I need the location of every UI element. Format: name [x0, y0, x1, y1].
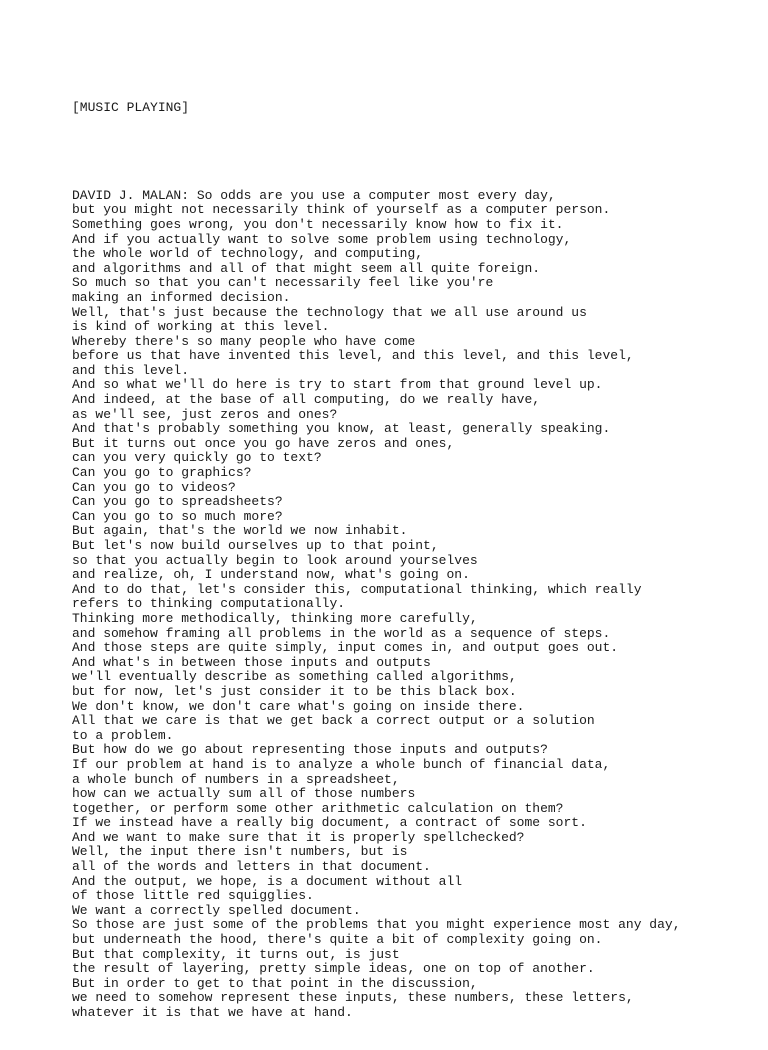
transcript-line: but for now, let's just consider it to be this black box. [72, 683, 517, 699]
transcript-heading: [MUSIC PLAYING] [72, 100, 190, 116]
transcript-line: we need to somehow represent these inputs, these numbers, these letters, [72, 990, 634, 1006]
transcript-line: And that's probably something you know, at least, generally speaking. [72, 421, 611, 437]
transcript-line: But in order to get to that point in the discussion, [72, 975, 478, 991]
transcript-line: refers to thinking computationally. [72, 596, 346, 612]
transcript-line: And so what we'll do here is try to start from that ground level up. [72, 377, 603, 393]
transcript-line: but underneath the hood, there's quite a bit of complexity going on. [72, 932, 603, 948]
transcript-line: and algorithms and all of that might seem all quite foreign. [72, 260, 541, 276]
transcript-line: the whole world of technology, and computing, [72, 246, 424, 262]
transcript-line: is kind of working at this level. [72, 319, 330, 335]
blank-line [72, 145, 752, 160]
transcript-line: to a problem. [72, 727, 174, 743]
transcript-line: And if you actually want to solve some problem using technology, [72, 231, 572, 247]
transcript-line: but you might not necessarily think of yourself as a computer person. [72, 202, 611, 218]
transcript-line: But that complexity, it turns out, is just [72, 946, 400, 962]
transcript-line: And to do that, let's consider this, computational thinking, which really [72, 581, 642, 597]
transcript-line: We want a correctly spelled document. [72, 902, 361, 918]
transcript-line: DAVID J. MALAN: So odds are you use a computer most every day, [72, 187, 556, 203]
transcript-line: Can you go to so much more? [72, 508, 283, 524]
transcript-line: And we want to make sure that it is properly spellchecked? [72, 829, 525, 845]
transcript-line: whatever it is that we have at hand. [72, 1005, 353, 1020]
transcript-line: And what's in between those inputs and outputs [72, 654, 431, 670]
transcript-line: Can you go to graphics? [72, 465, 252, 481]
transcript-line: how can we actually sum all of those numbers [72, 786, 416, 802]
transcript-line: together, or perform some other arithmetic calculation on them? [72, 800, 564, 816]
transcript-line: And the output, we hope, is a document without all [72, 873, 463, 889]
transcript-line: All that we care is that we get back a correct output or a solution [72, 713, 595, 729]
transcript-line: Well, the input there isn't numbers, but is [72, 844, 408, 860]
transcript-line: before us that have invented this level, and this level, and this level, [72, 348, 634, 364]
transcript-line: as we'll see, just zeros and ones? [72, 406, 338, 422]
transcript-line: But again, that's the world we now inhabit. [72, 523, 408, 539]
transcript-line: If we instead have a really big document, a contract of some sort. [72, 815, 587, 831]
transcript-line: And those steps are quite simply, input comes in, and output goes out. [72, 640, 619, 656]
transcript-line: all of the words and letters in that document. [72, 859, 431, 875]
transcript-line: Can you go to videos? [72, 479, 236, 495]
transcript-line: and this level. [72, 362, 190, 378]
transcript-line: If our problem at hand is to analyze a whole bunch of financial data, [72, 756, 611, 772]
transcript-line: a whole bunch of numbers in a spreadsheet, [72, 771, 400, 787]
transcript-line: But it turns out once you go have zeros and ones, [72, 435, 455, 451]
transcript-text [72, 72, 752, 1050]
transcript-line: of those little red squigglies. [72, 888, 314, 904]
transcript-lines [72, 189, 752, 1021]
transcript-line: so that you actually begin to look around yourselves [72, 552, 478, 568]
transcript-line: Something goes wrong, you don't necessarily know how to fix it. [72, 216, 564, 232]
transcript-line: Whereby there's so many people who have come [72, 333, 416, 349]
transcript-line: So much so that you can't necessarily feel like you're [72, 275, 494, 291]
transcript-line: So those are just some of the problems that you might experience most any day, [72, 917, 681, 933]
transcript-line: Thinking more methodically, thinking more carefully, [72, 610, 478, 626]
transcript-line: But let's now build ourselves up to that point, [72, 538, 439, 553]
transcript-line: We don't know, we don't care what's going on inside there. [72, 698, 525, 714]
transcript-line: can you very quickly go to text? [72, 450, 322, 466]
transcript-line: we'll eventually describe as something called algorithms, [72, 669, 517, 685]
transcript-line: the result of layering, pretty simple ideas, one on top of another. [72, 961, 595, 977]
transcript-line: making an informed decision. [72, 289, 291, 305]
transcript-line: and somehow framing all problems in the world as a sequence of steps. [72, 625, 611, 641]
transcript-line: And indeed, at the base of all computing, do we really have, [72, 392, 541, 408]
transcript-line: Can you go to spreadsheets? [72, 494, 283, 510]
transcript-line: Well, that's just because the technology that we all use around us [72, 304, 587, 320]
transcript-line: But how do we go about representing those inputs and outputs? [72, 742, 548, 758]
transcript-line: and realize, oh, I understand now, what's going on. [72, 567, 470, 583]
